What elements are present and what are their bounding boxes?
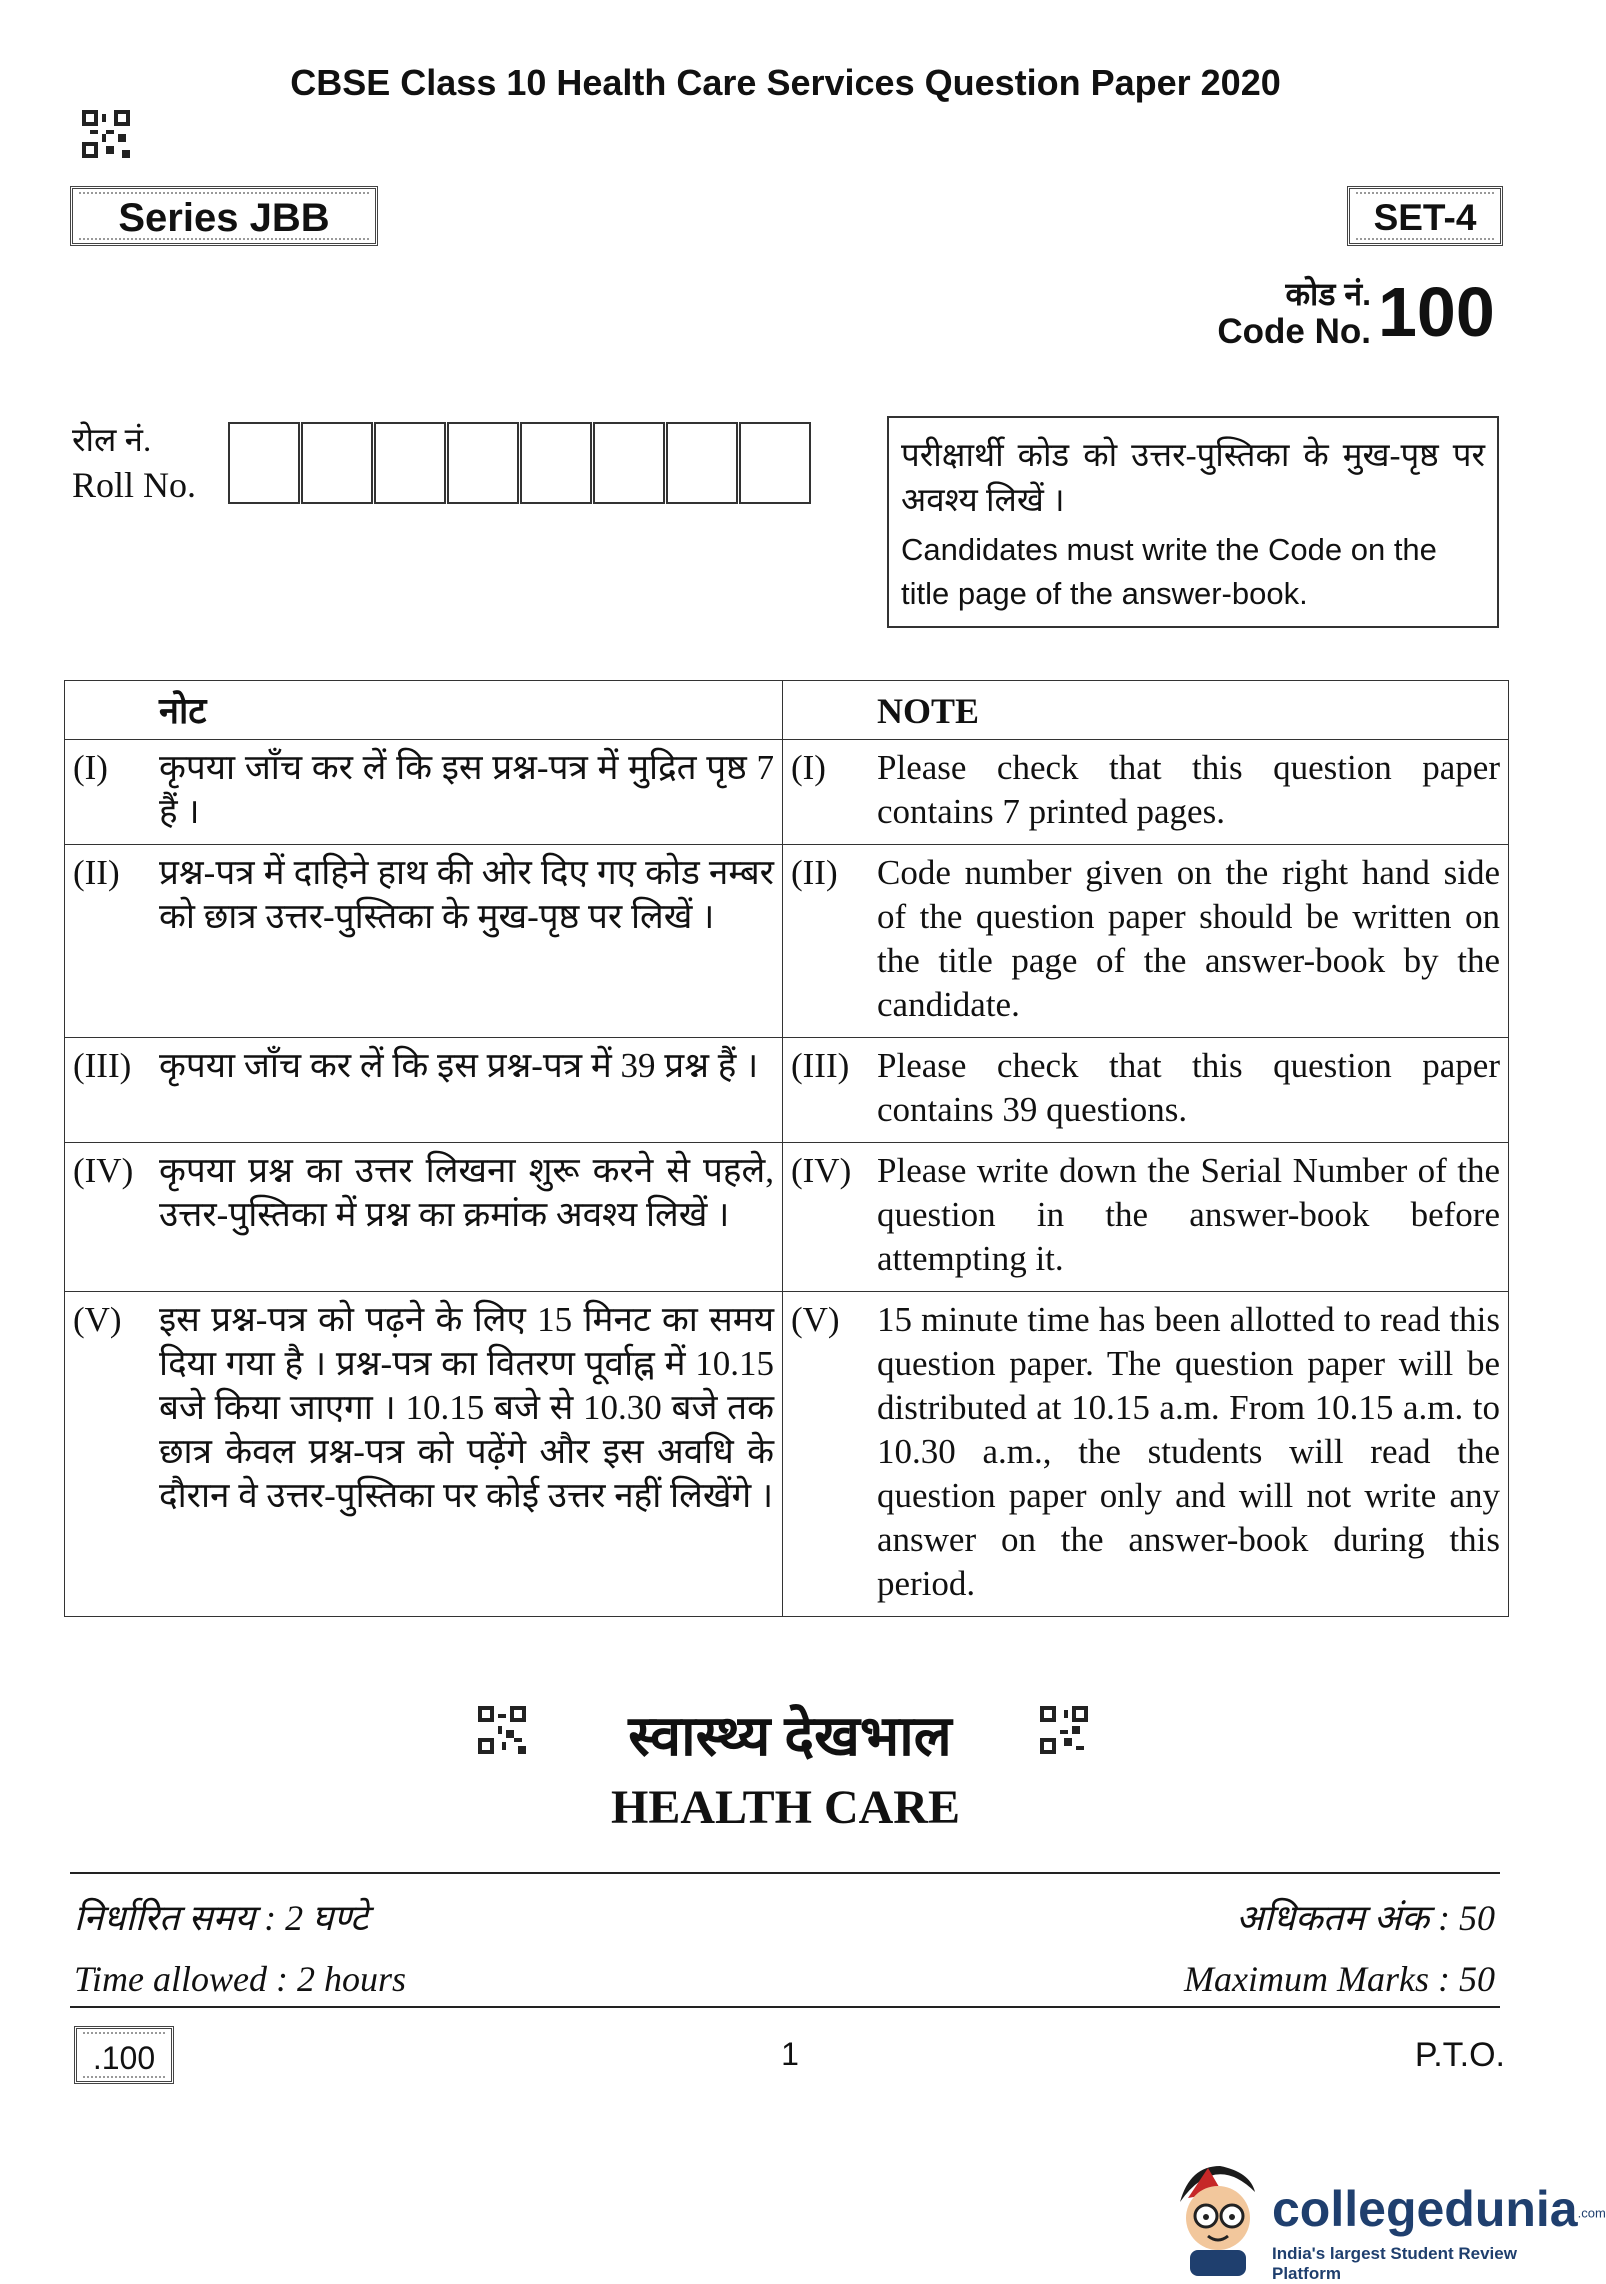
brand-name-text: collegedunia — [1272, 2181, 1578, 2237]
note-number: (III) — [73, 1046, 132, 1085]
candidate-instruction-box — [887, 416, 1499, 628]
roll-label-hindi: रोल नं. — [72, 423, 152, 459]
page-number: 1 — [781, 2036, 799, 2072]
series-box — [70, 186, 378, 246]
note-text-english: Please check that this question paper contains 7 printed pages. — [877, 748, 1500, 831]
divider-top — [70, 1872, 1500, 1874]
set-label: SET-4 — [1373, 197, 1477, 238]
series-label: Series JBB — [118, 196, 330, 240]
mascot-logo-icon — [1160, 2152, 1270, 2276]
note-text-english: Please check that this question paper contains 39 questions. — [877, 1046, 1500, 1129]
document-title: CBSE Class 10 Health Care Services Question Paper 2020 — [290, 62, 1281, 103]
candidate-instruction-hindi: परीक्षार्थी कोड को उत्तर-पुस्तिका के मुख-पृष्ठ पर अवश्य लिखें । — [901, 438, 1485, 519]
candidate-instruction-english: Candidates must write the Code on the title page of the answer-book. — [901, 532, 1437, 611]
max-marks-hindi: अधिकतम अंक : 50 — [1236, 1898, 1495, 1938]
roll-digit-box[interactable] — [301, 422, 373, 504]
note-row — [65, 1038, 1509, 1143]
note-row — [65, 1143, 1509, 1292]
subject-title-english: HEALTH CARE — [611, 1781, 960, 1834]
footer-code-box — [74, 2026, 174, 2084]
note-number: (I) — [791, 748, 826, 787]
note-text-english: Code number given on the right hand side of the question paper should be written on the title page of the answer-book by the candidate. — [877, 853, 1500, 1024]
roll-digit-box[interactable] — [228, 422, 300, 504]
note-number: (I) — [73, 748, 108, 787]
note-text-hindi: इस प्रश्न-पत्र को पढ़ने के लिए 15 मिनट का समय दिया गया है । प्रश्न-पत्र का वितरण पूर्वाह्न में 10.15 बजे किया जाएगा । 10.15 बजे से 10.30 बजे तक छात्र केवल प्रश्न-पत्र को पढ़ेंगे और इस अवधि के दौरान वे उत्तर-पुस्तिका पर कोई उत्तर नहीं लिखेंगे । — [159, 1300, 774, 1515]
max-marks-english: Maximum Marks : 50 — [1184, 1959, 1495, 1999]
roll-digit-box[interactable] — [374, 422, 446, 504]
brand-tagline: India's largest Student Review Platform — [1272, 2244, 1517, 2283]
roll-digit-box[interactable] — [739, 422, 811, 504]
note-number: (IV) — [791, 1151, 852, 1190]
roll-number-boxes — [228, 422, 816, 504]
time-allowed-hindi: निर्धारित समय : 2 घण्टे — [74, 1898, 369, 1938]
code-number: 100 — [1378, 273, 1495, 351]
note-number: (IV) — [73, 1151, 134, 1190]
note-text-hindi: प्रश्न-पत्र में दाहिने हाथ की ओर दिए गए कोड नम्बर को छात्र उत्तर-पुस्तिका के मुख-पृष्ठ पर लिखें । — [159, 853, 774, 936]
notes-header-row — [65, 681, 1509, 740]
note-text-english: 15 minute time has been allotted to read this question paper. The question paper will be distributed at 10.15 a.m. From 10.15 a.m. to 10.30 a.m., the students will read the question paper only and will not write any answer on the answer-book during this period. — [877, 1300, 1500, 1603]
brand-name — [1272, 2180, 1606, 2238]
code-label-english: Code No. — [1217, 312, 1371, 351]
qr-code-icon — [1040, 1706, 1088, 1754]
notes-heading-english: NOTE — [877, 691, 980, 731]
note-text-hindi: कृपया प्रश्न का उत्तर लिखना शुरू करने से पहले, उत्तर-पुस्तिका में प्रश्न का क्रमांक अवश्य लिखें । — [159, 1151, 774, 1234]
note-number: (V) — [73, 1300, 122, 1339]
brand-suffix: .com — [1577, 2205, 1606, 2221]
note-row — [65, 740, 1509, 845]
notes-table — [64, 680, 1509, 1617]
qr-code-icon — [478, 1706, 526, 1754]
subject-title-hindi: स्वास्थ्य देखभाल — [628, 1706, 952, 1768]
notes-heading-hindi: नोट — [159, 691, 207, 731]
roll-label-english: Roll No. — [72, 465, 197, 505]
note-number: (III) — [791, 1046, 850, 1085]
note-row — [65, 845, 1509, 1038]
note-text-hindi: कृपया जाँच कर लें कि इस प्रश्न-पत्र में 39 प्रश्न हैं । — [159, 1046, 759, 1085]
divider-bottom — [70, 2006, 1500, 2008]
time-allowed-english: Time allowed : 2 hours — [74, 1959, 407, 1999]
roll-digit-box[interactable] — [447, 422, 519, 504]
code-label-hindi: कोड नं. — [1285, 276, 1371, 312]
roll-digit-box[interactable] — [666, 422, 738, 504]
qr-code-icon — [82, 110, 130, 158]
note-number: (II) — [73, 853, 120, 892]
footer-code: .100 — [92, 2040, 156, 2076]
note-text-hindi: कृपया जाँच कर लें कि इस प्रश्न-पत्र में मुद्रित पृष्ठ 7 हैं । — [159, 748, 774, 831]
roll-digit-box[interactable] — [520, 422, 592, 504]
pto-label: P.T.O. — [1414, 2036, 1505, 2074]
roll-digit-box[interactable] — [593, 422, 665, 504]
set-box — [1347, 186, 1503, 246]
note-text-english: Please write down the Serial Number of the question in the answer-book before attempting it. — [877, 1151, 1500, 1278]
note-number: (II) — [791, 853, 838, 892]
note-number: (V) — [791, 1300, 840, 1339]
note-row — [65, 1292, 1509, 1617]
